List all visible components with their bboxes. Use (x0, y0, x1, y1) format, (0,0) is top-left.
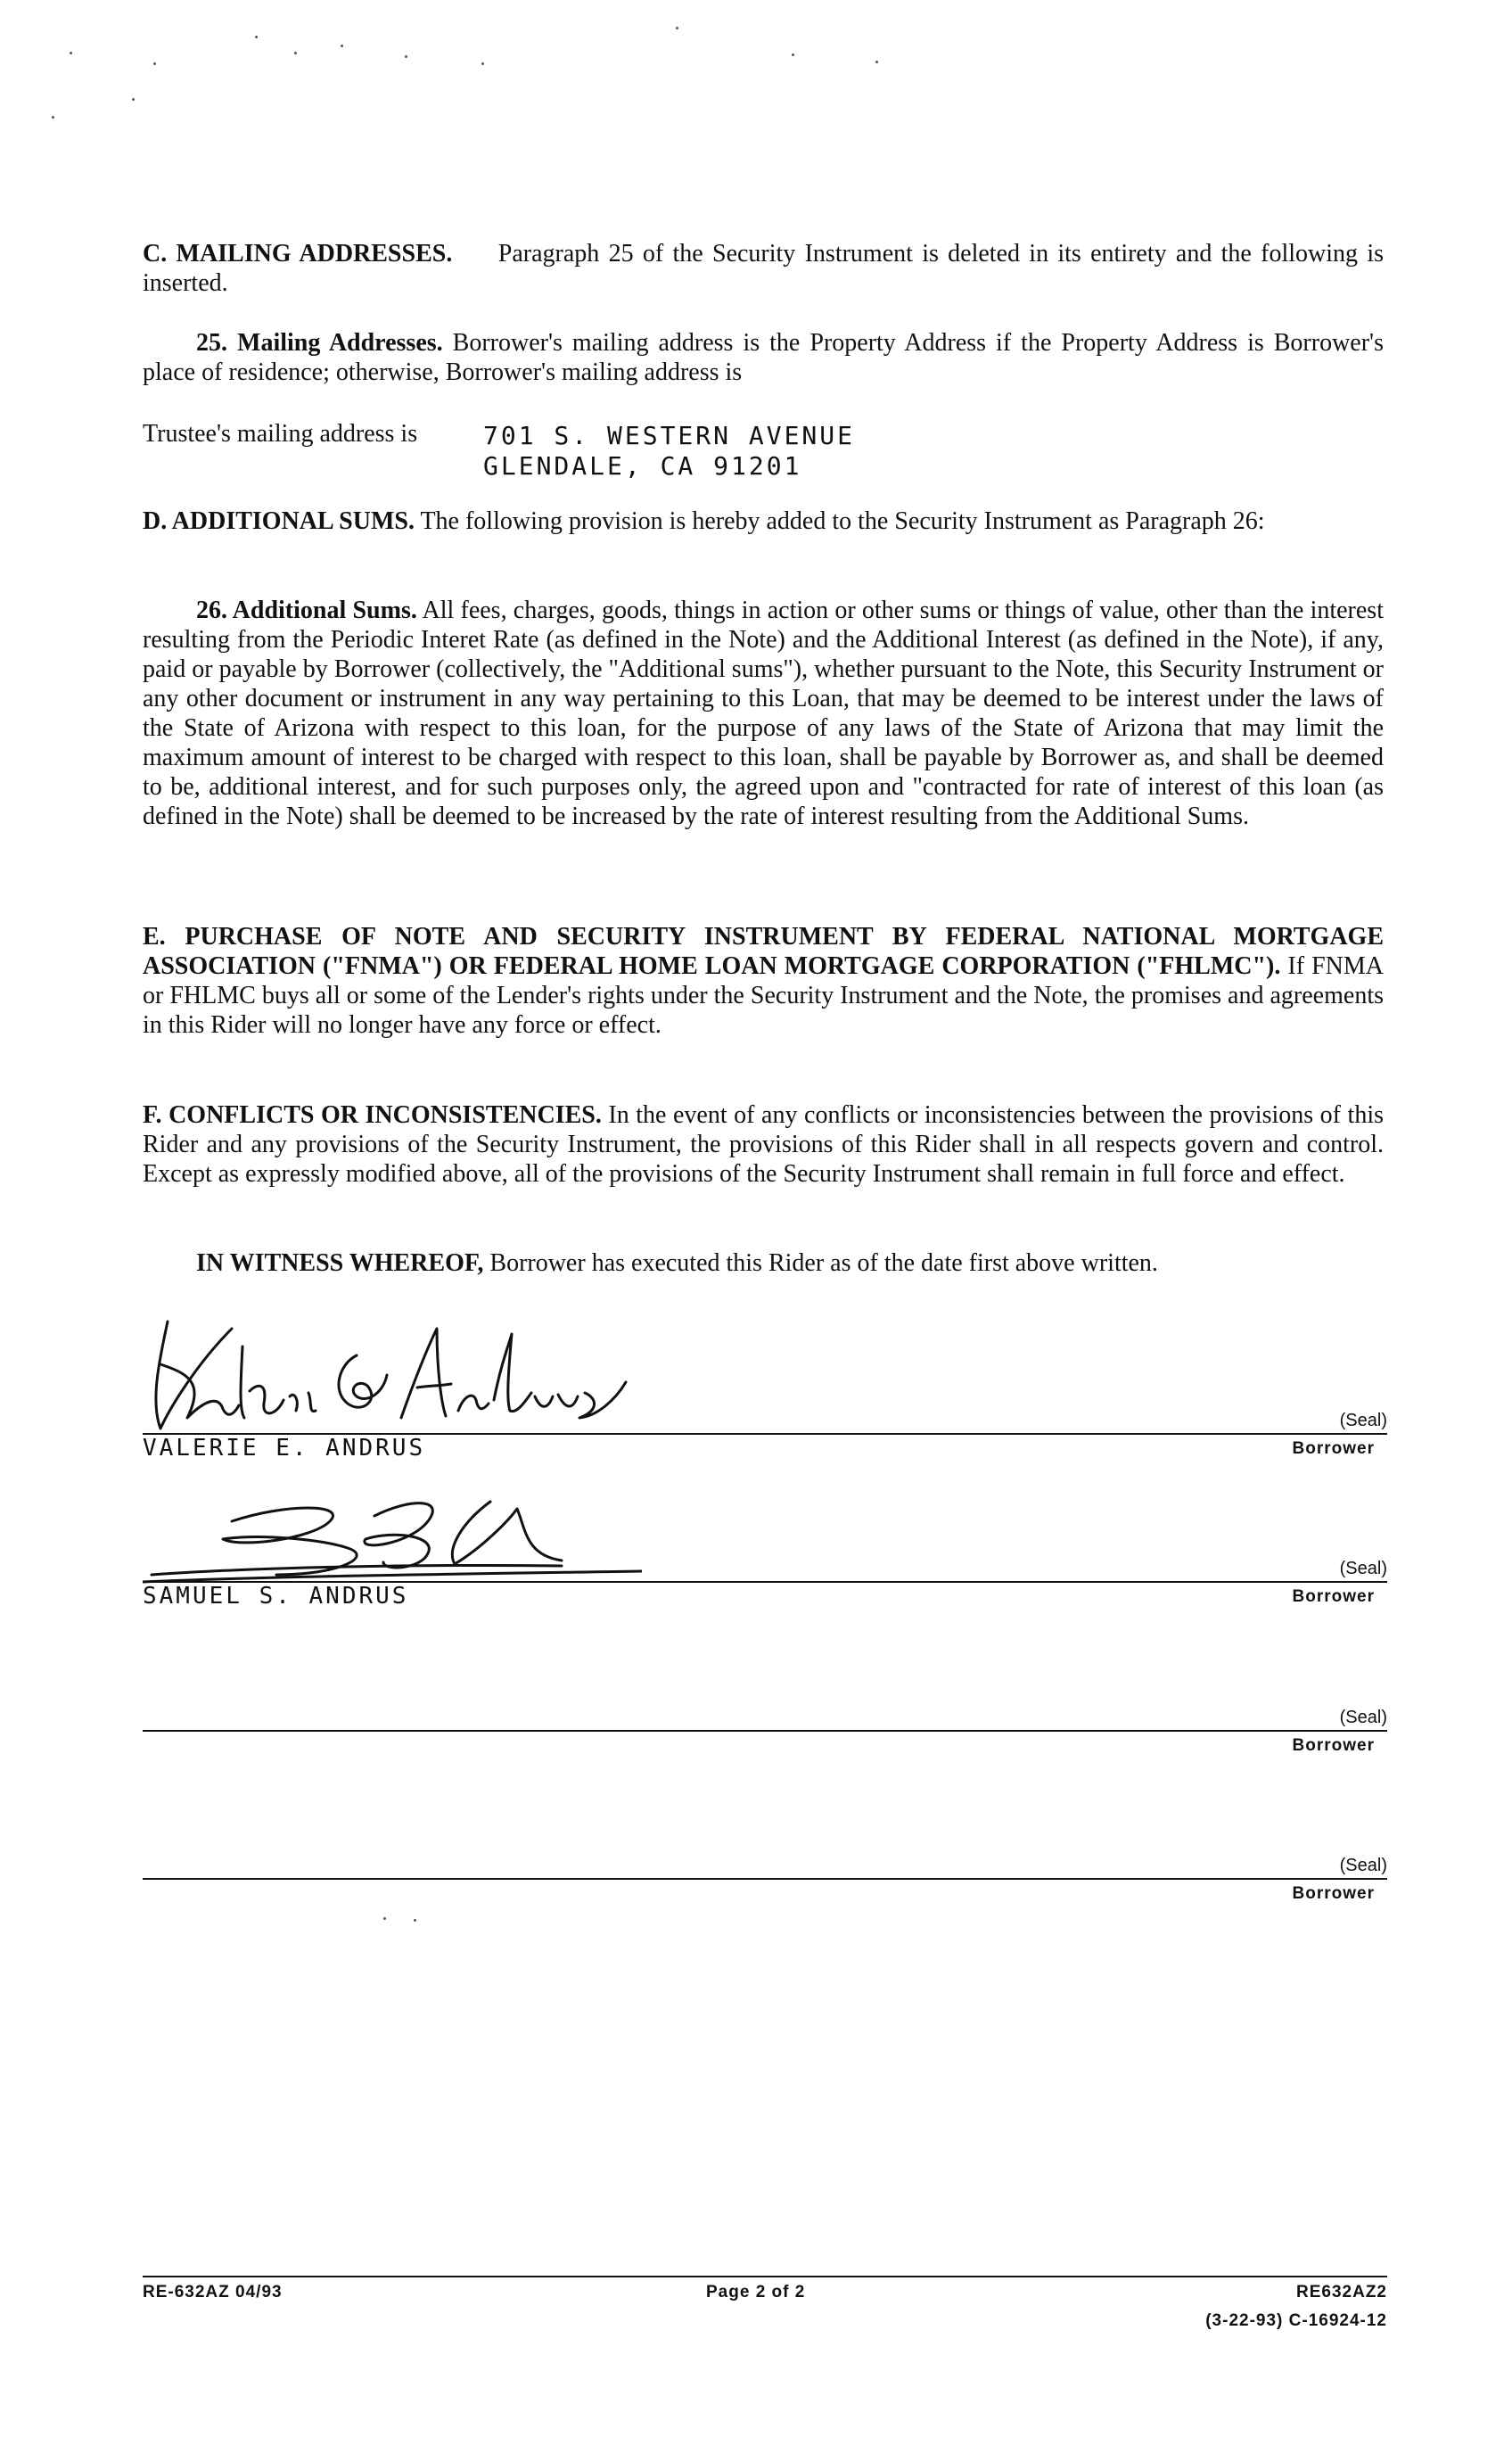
witness-heading: IN WITNESS WHEREOF, (196, 1249, 484, 1277)
paragraph-25-heading: 25. Mailing Addresses. (196, 329, 443, 357)
footer-ref-code: RE632AZ2 (1296, 2283, 1387, 2302)
borrower-label-4: Borrower (1292, 1884, 1375, 1903)
signature-valerie-andrus (134, 1311, 633, 1445)
trustee-address-line1: 701 S. WESTERN AVENUE (483, 421, 856, 450)
borrower-label-2: Borrower (1292, 1587, 1375, 1606)
section-d (143, 506, 1384, 536)
seal-label-1: (Seal) (1339, 1411, 1387, 1430)
section-c-text: Paragraph 25 of the Security Instrument is deleted in its entirety and the following is inserted. (143, 240, 1384, 297)
footer-form-code: RE-632AZ 04/93 (143, 2283, 283, 2302)
borrower-label-1: Borrower (1292, 1439, 1375, 1458)
section-e (143, 922, 1384, 1040)
witness-text: Borrower has executed this Rider as of the date first above written. (489, 1249, 1158, 1277)
borrower-name-2: SAMUEL S. ANDRUS (143, 1583, 409, 1610)
borrower-name-1: VALERIE E. ANDRUS (143, 1435, 426, 1462)
witness-statement (143, 1248, 1384, 1278)
paragraph-25-text: Borrower's mailing address is the Property Address if the Property Address is Borrower's place of residence; otherwise, Borrower's mailing address is (143, 329, 1384, 386)
section-c-heading: C. MAILING ADDRESSES. (143, 240, 453, 268)
section-f (143, 1100, 1384, 1189)
signature-samuel-andrus (143, 1486, 642, 1591)
section-d-heading: D. ADDITIONAL SUMS. (143, 507, 415, 535)
section-d-text: The following provision is hereby added to the Security Instrument as Paragraph 26: (420, 507, 1265, 535)
seal-label-4: (Seal) (1339, 1856, 1387, 1875)
section-e-text: If FNMA or FHLMC buys all or some of the Lender's rights under the Security Instrument and the Note, the promises and agreements in this Rider will no longer have any force or effect. (143, 952, 1385, 1039)
footer-ref-date: (3-22-93) C-16924-12 (1205, 2311, 1387, 2330)
trustee-address-line2: GLENDALE, CA 91201 (483, 451, 802, 481)
seal-label-3: (Seal) (1339, 1708, 1387, 1727)
paragraph-26 (143, 596, 1384, 831)
paragraph-26-text: All fees, charges, goods, things in action or other sums or things of value, other than the interest resulting from the Periodic Interet Rate (as defined in the Note) and the Additional Interest (as defined in the Note), if any, paid or payable by Borrower (collectively, the "Additional sums"), whether pursuant to the Note, this Security Instrument or any other document or instrument in any way pertaining to this Loan, that may be deemed to be interest under the laws of the State of Arizona with respect to this loan, for the purpose of any laws of the State of Arizona that may limit the maximum amount of interest to be charged with respect to this loan, shall be payable by Borrower as, and shall be deemed to be, additional interest, and for such purposes only, the agreed upon and "contracted for rate of interest of this loan (as defined in the Note) shall be deemed to be increased by the rate of interest resulting from the Additional Sums. (143, 597, 1384, 830)
paragraph-25 (143, 328, 1384, 387)
seal-label-2: (Seal) (1339, 1559, 1387, 1578)
paragraph-26-heading: 26. Additional Sums. (196, 597, 417, 624)
section-c (143, 239, 1384, 298)
footer-rule (143, 2276, 1387, 2277)
signature-line-3 (143, 1730, 1387, 1732)
borrower-label-3: Borrower (1292, 1736, 1375, 1755)
section-e-heading: E. PURCHASE OF NOTE AND SECURITY INSTRUMENT BY FEDERAL NATIONAL MORTGAGE ASSOCIATION ("FNMA") OR FEDERAL HOME LOAN MORTGAGE CORPORATION ("FHLMC"). (143, 923, 1384, 980)
signature-line-4 (143, 1878, 1387, 1880)
section-f-heading: F. CONFLICTS OR INCONSISTENCIES. (143, 1101, 602, 1129)
trustee-label: Trustee's mailing address is (143, 420, 418, 448)
footer-page-number: Page 2 of 2 (706, 2283, 806, 2302)
section-f-text: In the event of any conflicts or inconsistencies between the provisions of this Rider and any provisions of the Security Instrument, the provisions of this Rider shall in all respects govern and control. Except as expressly modified above, all of the provisions of the Security Instrument shall remain in full force and effect. (143, 1101, 1385, 1188)
